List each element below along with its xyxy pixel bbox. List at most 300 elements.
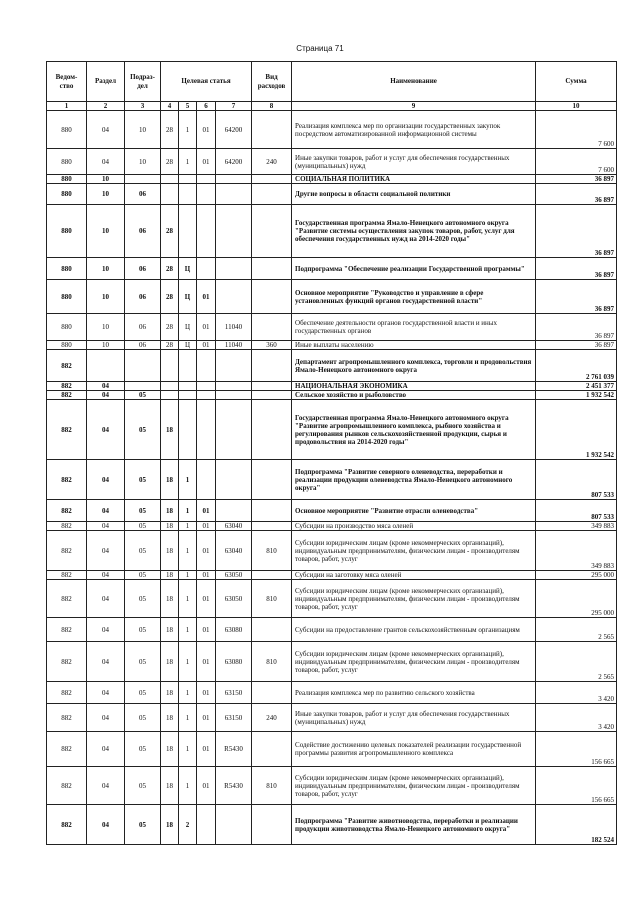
cell-target-1: 28: [161, 341, 179, 350]
cell-podrazdel: 05: [125, 682, 161, 704]
cell-target-4: 63150: [216, 704, 252, 732]
cell-podrazdel: [125, 382, 161, 391]
cell-summa: 2 565: [536, 642, 617, 682]
cell-naimenovanie: Государственная программа Ямало-Ненецкого автономного округа "Развитие агропромышленного комплекса, рыбного хозяйства и регулирования рынков сельскохозяйственной продукции, сырья и продовольствия на 2014-2020 годы": [292, 400, 536, 460]
cell-razdel: 04: [87, 391, 125, 400]
budget-table: [46, 61, 617, 845]
cell-naimenovanie: Сельское хозяйство и рыболовство: [292, 391, 536, 400]
cell-target-2: Ц: [179, 280, 197, 314]
cell-razdel: 10: [87, 341, 125, 350]
column-number: 10: [536, 102, 617, 111]
cell-target-2: 1: [179, 149, 197, 175]
cell-target-2: 1: [179, 767, 197, 805]
cell-naimenovanie: Субсидии юридическим лицам (кроме некоммерческих организаций), индивидуальным предпринимателям, физическим лицам - производителям товаров, работ, услуг: [292, 767, 536, 805]
cell-naimenovanie: Иные выплаты населению: [292, 341, 536, 350]
cell-target-4: 63040: [216, 531, 252, 571]
cell-target-3: 01: [197, 314, 216, 341]
cell-target-3: 01: [197, 341, 216, 350]
cell-vid-raskhodov: [252, 618, 292, 642]
cell-target-1: 18: [161, 400, 179, 460]
cell-target-1: 18: [161, 460, 179, 500]
table-row: [47, 571, 617, 580]
cell-naimenovanie: СОЦИАЛЬНАЯ ПОЛИТИКА: [292, 175, 536, 184]
column-number: 8: [252, 102, 292, 111]
cell-vedomstvo: 882: [47, 571, 87, 580]
column-number: 5: [179, 102, 197, 111]
cell-vid-raskhodov: [252, 184, 292, 205]
cell-target-3: 01: [197, 580, 216, 618]
cell-target-3: [197, 805, 216, 845]
cell-podrazdel: 05: [125, 500, 161, 522]
header-podrazdel: Подраз-дел: [125, 62, 161, 102]
cell-target-4: [216, 460, 252, 500]
cell-target-3: [197, 184, 216, 205]
cell-summa: 295 000: [536, 571, 617, 580]
cell-razdel: 04: [87, 580, 125, 618]
cell-summa: 807 533: [536, 500, 617, 522]
cell-podrazdel: 05: [125, 642, 161, 682]
cell-podrazdel: 05: [125, 704, 161, 732]
cell-target-1: 18: [161, 682, 179, 704]
cell-vid-raskhodov: [252, 682, 292, 704]
cell-target-1: 18: [161, 522, 179, 531]
cell-vid-raskhodov: [252, 460, 292, 500]
cell-target-3: [197, 391, 216, 400]
cell-podrazdel: [125, 175, 161, 184]
cell-target-1: 18: [161, 618, 179, 642]
table-row: [47, 341, 617, 350]
cell-summa: 7 600: [536, 111, 617, 149]
header-summa: Сумма: [536, 62, 617, 102]
cell-vid-raskhodov: 810: [252, 531, 292, 571]
cell-podrazdel: 10: [125, 149, 161, 175]
cell-vedomstvo: 880: [47, 341, 87, 350]
column-number: 4: [161, 102, 179, 111]
header-row: [47, 62, 617, 102]
cell-naimenovanie: Подпрограмма "Развитие северного оленеводства, переработки и реализации продукции оленеводства Ямало-Ненецкого автономного округа": [292, 460, 536, 500]
cell-naimenovanie: Субсидии на предоставление грантов сельскохозяйственным организациям: [292, 618, 536, 642]
cell-naimenovanie: Содействие достижению целевых показателей реализации государственной программы развития агропромышленного комплекса: [292, 732, 536, 767]
cell-target-4: R5430: [216, 732, 252, 767]
cell-razdel: 04: [87, 682, 125, 704]
cell-razdel: 04: [87, 767, 125, 805]
cell-summa: 36 897: [536, 175, 617, 184]
cell-target-4: [216, 382, 252, 391]
cell-target-1: [161, 382, 179, 391]
cell-vedomstvo: 882: [47, 522, 87, 531]
cell-target-3: 01: [197, 642, 216, 682]
cell-target-2: 1: [179, 571, 197, 580]
cell-razdel: 04: [87, 805, 125, 845]
cell-target-2: [179, 391, 197, 400]
cell-target-1: [161, 184, 179, 205]
cell-vid-raskhodov: 810: [252, 580, 292, 618]
cell-vedomstvo: 882: [47, 732, 87, 767]
cell-podrazdel: 05: [125, 460, 161, 500]
cell-razdel: 04: [87, 531, 125, 571]
cell-naimenovanie: Основное мероприятие "Развитие отрасли оленеводства": [292, 500, 536, 522]
cell-summa: 36 897: [536, 314, 617, 341]
cell-vid-raskhodov: [252, 391, 292, 400]
cell-podrazdel: 05: [125, 400, 161, 460]
cell-target-1: 18: [161, 571, 179, 580]
cell-naimenovanie: Государственная программа Ямало-Ненецкого автономного округа "Развитие системы осуществления закупок товаров, работ, услуг для обеспечения государственных нужд на 2014-2020 годы": [292, 205, 536, 258]
cell-target-4: 63150: [216, 682, 252, 704]
cell-podrazdel: 05: [125, 531, 161, 571]
cell-vedomstvo: 882: [47, 382, 87, 391]
cell-target-3: [197, 175, 216, 184]
cell-target-2: 1: [179, 618, 197, 642]
cell-vid-raskhodov: 360: [252, 341, 292, 350]
cell-razdel: 10: [87, 205, 125, 258]
cell-vid-raskhodov: [252, 522, 292, 531]
cell-vedomstvo: 882: [47, 805, 87, 845]
cell-target-2: 1: [179, 732, 197, 767]
cell-podrazdel: 06: [125, 341, 161, 350]
table-row: [47, 522, 617, 531]
table-row: [47, 280, 617, 314]
cell-podrazdel: 06: [125, 184, 161, 205]
cell-podrazdel: 06: [125, 258, 161, 280]
cell-vid-raskhodov: [252, 732, 292, 767]
table-row: [47, 205, 617, 258]
cell-vedomstvo: 880: [47, 314, 87, 341]
table-row: [47, 642, 617, 682]
cell-summa: 7 600: [536, 149, 617, 175]
cell-vedomstvo: 880: [47, 175, 87, 184]
cell-vedomstvo: 882: [47, 618, 87, 642]
cell-target-4: 63040: [216, 522, 252, 531]
cell-target-2: [179, 350, 197, 382]
cell-target-4: [216, 350, 252, 382]
cell-summa: 295 000: [536, 580, 617, 618]
cell-target-3: [197, 258, 216, 280]
cell-target-1: [161, 175, 179, 184]
cell-target-1: [161, 391, 179, 400]
table-row: [47, 391, 617, 400]
cell-target-4: [216, 175, 252, 184]
cell-target-2: [179, 205, 197, 258]
cell-podrazdel: 05: [125, 522, 161, 531]
cell-target-1: 28: [161, 149, 179, 175]
cell-vedomstvo: 882: [47, 391, 87, 400]
table-row: [47, 732, 617, 767]
table-row: [47, 580, 617, 618]
cell-podrazdel: 06: [125, 314, 161, 341]
cell-podrazdel: 05: [125, 767, 161, 805]
cell-razdel: 04: [87, 460, 125, 500]
cell-summa: 1 932 542: [536, 391, 617, 400]
cell-summa: 3 420: [536, 682, 617, 704]
cell-vid-raskhodov: [252, 258, 292, 280]
cell-vedomstvo: 880: [47, 149, 87, 175]
cell-naimenovanie: Субсидии юридическим лицам (кроме некоммерческих организаций), индивидуальным предпринимателям, физическим лицам - производителям товаров, работ, услуг: [292, 531, 536, 571]
cell-naimenovanie: Субсидии на заготовку мяса оленей: [292, 571, 536, 580]
cell-target-3: 01: [197, 571, 216, 580]
cell-naimenovanie: Иные закупки товаров, работ и услуг для обеспечения государственных (муниципальных) нужд: [292, 149, 536, 175]
column-number: 2: [87, 102, 125, 111]
table-row: [47, 682, 617, 704]
cell-target-3: 01: [197, 682, 216, 704]
table-row: [47, 382, 617, 391]
cell-vedomstvo: 882: [47, 580, 87, 618]
column-number: 3: [125, 102, 161, 111]
cell-vedomstvo: 880: [47, 280, 87, 314]
cell-vid-raskhodov: [252, 175, 292, 184]
cell-vid-raskhodov: [252, 350, 292, 382]
cell-target-1: 28: [161, 111, 179, 149]
cell-target-1: [161, 350, 179, 382]
cell-razdel: 04: [87, 704, 125, 732]
cell-vid-raskhodov: [252, 314, 292, 341]
cell-podrazdel: 05: [125, 618, 161, 642]
cell-podrazdel: 05: [125, 805, 161, 845]
cell-vid-raskhodov: 810: [252, 767, 292, 805]
cell-podrazdel: 06: [125, 280, 161, 314]
cell-podrazdel: 05: [125, 571, 161, 580]
cell-target-2: Ц: [179, 341, 197, 350]
cell-razdel: 10: [87, 175, 125, 184]
cell-target-4: 11040: [216, 314, 252, 341]
cell-razdel: 10: [87, 280, 125, 314]
cell-razdel: 04: [87, 571, 125, 580]
cell-target-3: 01: [197, 500, 216, 522]
cell-razdel: 04: [87, 642, 125, 682]
cell-target-1: 18: [161, 500, 179, 522]
cell-target-1: 18: [161, 805, 179, 845]
table-row: [47, 805, 617, 845]
cell-target-3: 01: [197, 618, 216, 642]
cell-naimenovanie: Обеспечение деятельности органов государственной власти и иных государственных органов: [292, 314, 536, 341]
column-number: 9: [292, 102, 536, 111]
table-row: [47, 314, 617, 341]
cell-target-2: Ц: [179, 258, 197, 280]
cell-razdel: 04: [87, 149, 125, 175]
cell-razdel: 04: [87, 111, 125, 149]
cell-naimenovanie: Реализация комплекса мер по развитию сельского хозяйства: [292, 682, 536, 704]
cell-naimenovanie: Субсидии на производство мяса оленей: [292, 522, 536, 531]
cell-target-2: [179, 382, 197, 391]
cell-naimenovanie: Субсидии юридическим лицам (кроме некоммерческих организаций), индивидуальным предпринимателям, физическим лицам - производителям товаров, работ, услуг: [292, 642, 536, 682]
cell-target-3: [197, 350, 216, 382]
cell-vid-raskhodov: [252, 111, 292, 149]
cell-target-2: 1: [179, 522, 197, 531]
cell-target-3: [197, 400, 216, 460]
cell-podrazdel: 05: [125, 732, 161, 767]
cell-naimenovanie: Основное мероприятие "Руководство и управление в сфере установленных функций органов государственной власти": [292, 280, 536, 314]
table-row: [47, 500, 617, 522]
cell-podrazdel: 05: [125, 580, 161, 618]
cell-podrazdel: 05: [125, 391, 161, 400]
cell-razdel: 04: [87, 522, 125, 531]
cell-naimenovanie: Субсидии юридическим лицам (кроме некоммерческих организаций), индивидуальным предпринимателям, физическим лицам - производителям товаров, работ, услуг: [292, 580, 536, 618]
header-celevaya-statya: Целевая статья: [161, 62, 252, 102]
cell-target-2: 1: [179, 580, 197, 618]
table-row: [47, 175, 617, 184]
cell-target-4: [216, 805, 252, 845]
cell-target-2: 1: [179, 642, 197, 682]
cell-target-3: 01: [197, 531, 216, 571]
cell-vedomstvo: 880: [47, 111, 87, 149]
table-row: [47, 111, 617, 149]
cell-target-1: 18: [161, 580, 179, 618]
cell-vedomstvo: 882: [47, 350, 87, 382]
cell-target-2: 1: [179, 460, 197, 500]
cell-target-3: [197, 205, 216, 258]
cell-target-4: 11040: [216, 341, 252, 350]
column-number-row: [47, 102, 617, 111]
header-vedomstvo: Ведом-ство: [47, 62, 87, 102]
cell-target-1: 28: [161, 205, 179, 258]
cell-vid-raskhodov: [252, 571, 292, 580]
cell-target-1: 18: [161, 642, 179, 682]
table-row: [47, 704, 617, 732]
table-row: [47, 258, 617, 280]
cell-target-2: 1: [179, 704, 197, 732]
cell-vid-raskhodov: 810: [252, 642, 292, 682]
cell-vedomstvo: 882: [47, 500, 87, 522]
cell-summa: 807 533: [536, 460, 617, 500]
header-vid-raskhodov: Вид расходов: [252, 62, 292, 102]
cell-target-2: 1: [179, 111, 197, 149]
cell-target-2: 1: [179, 531, 197, 571]
cell-razdel: [87, 350, 125, 382]
cell-vedomstvo: 882: [47, 460, 87, 500]
cell-target-1: 28: [161, 258, 179, 280]
cell-target-4: R5430: [216, 767, 252, 805]
cell-vid-raskhodov: 240: [252, 149, 292, 175]
table-row: [47, 149, 617, 175]
cell-razdel: 10: [87, 258, 125, 280]
cell-target-3: 01: [197, 704, 216, 732]
cell-naimenovanie: Другие вопросы в области социальной политики: [292, 184, 536, 205]
cell-vedomstvo: 882: [47, 767, 87, 805]
cell-target-4: 64200: [216, 149, 252, 175]
cell-razdel: 10: [87, 314, 125, 341]
table-body: [47, 111, 617, 845]
cell-summa: 2 451 377: [536, 382, 617, 391]
cell-summa: 156 665: [536, 732, 617, 767]
cell-target-3: 01: [197, 111, 216, 149]
cell-target-4: 63050: [216, 571, 252, 580]
cell-target-4: 63080: [216, 618, 252, 642]
cell-naimenovanie: Подпрограмма "Обеспечение реализации Государственной программы": [292, 258, 536, 280]
header-naimenovanie: Наименование: [292, 62, 536, 102]
cell-target-2: 1: [179, 500, 197, 522]
table-row: [47, 400, 617, 460]
cell-vedomstvo: 882: [47, 400, 87, 460]
cell-target-2: 2: [179, 805, 197, 845]
cell-target-4: [216, 184, 252, 205]
column-number: 7: [216, 102, 252, 111]
cell-summa: 36 897: [536, 258, 617, 280]
cell-target-2: 1: [179, 682, 197, 704]
cell-vid-raskhodov: [252, 805, 292, 845]
cell-razdel: 04: [87, 500, 125, 522]
cell-vid-raskhodov: [252, 400, 292, 460]
cell-summa: 2 565: [536, 618, 617, 642]
cell-razdel: 04: [87, 732, 125, 767]
cell-target-1: 28: [161, 314, 179, 341]
cell-naimenovanie: Департамент агропромышленного комплекса, торговли и продовольствия Ямало-Ненецкого автономного округа: [292, 350, 536, 382]
cell-razdel: 04: [87, 382, 125, 391]
cell-summa: 156 665: [536, 767, 617, 805]
cell-summa: 36 897: [536, 280, 617, 314]
cell-vedomstvo: 880: [47, 258, 87, 280]
cell-summa: 36 897: [536, 341, 617, 350]
cell-summa: 36 897: [536, 205, 617, 258]
table-row: [47, 460, 617, 500]
cell-summa: 349 883: [536, 522, 617, 531]
column-number: 1: [47, 102, 87, 111]
cell-target-1: 18: [161, 531, 179, 571]
cell-target-4: [216, 400, 252, 460]
cell-target-3: 01: [197, 767, 216, 805]
cell-vedomstvo: 880: [47, 205, 87, 258]
cell-target-1: 18: [161, 767, 179, 805]
cell-target-3: 01: [197, 522, 216, 531]
cell-vid-raskhodov: [252, 382, 292, 391]
cell-target-1: 18: [161, 732, 179, 767]
cell-naimenovanie: Реализация комплекса мер по организации государственных закупок посредством автоматизированной информационной системы: [292, 111, 536, 149]
cell-naimenovanie: НАЦИОНАЛЬНАЯ ЭКОНОМИКА: [292, 382, 536, 391]
table-row: [47, 531, 617, 571]
cell-razdel: 10: [87, 184, 125, 205]
cell-target-3: [197, 382, 216, 391]
header-razdel: Раздел: [87, 62, 125, 102]
cell-summa: 36 897: [536, 184, 617, 205]
table-row: [47, 618, 617, 642]
cell-summa: 3 420: [536, 704, 617, 732]
cell-target-4: [216, 391, 252, 400]
cell-target-3: 01: [197, 149, 216, 175]
cell-vedomstvo: 880: [47, 184, 87, 205]
cell-target-3: 01: [197, 280, 216, 314]
cell-target-4: 64200: [216, 111, 252, 149]
cell-target-3: [197, 460, 216, 500]
table-row: [47, 767, 617, 805]
column-number: 6: [197, 102, 216, 111]
cell-podrazdel: [125, 350, 161, 382]
page-label: Страница 71: [296, 44, 344, 53]
cell-vid-raskhodov: [252, 205, 292, 258]
cell-target-3: 01: [197, 732, 216, 767]
cell-summa: 349 883: [536, 531, 617, 571]
cell-target-1: 28: [161, 280, 179, 314]
cell-razdel: 04: [87, 618, 125, 642]
cell-vid-raskhodov: [252, 500, 292, 522]
cell-vedomstvo: 882: [47, 704, 87, 732]
cell-target-4: [216, 280, 252, 314]
cell-vid-raskhodov: 240: [252, 704, 292, 732]
cell-summa: 182 524: [536, 805, 617, 845]
cell-podrazdel: 10: [125, 111, 161, 149]
cell-target-1: 18: [161, 704, 179, 732]
cell-summa: 1 932 542: [536, 400, 617, 460]
cell-target-2: [179, 175, 197, 184]
cell-target-4: 63050: [216, 580, 252, 618]
cell-vedomstvo: 882: [47, 682, 87, 704]
cell-vedomstvo: 882: [47, 531, 87, 571]
cell-summa: 2 761 039: [536, 350, 617, 382]
table-row: [47, 184, 617, 205]
cell-vedomstvo: 882: [47, 642, 87, 682]
cell-target-2: [179, 184, 197, 205]
cell-target-4: 63080: [216, 642, 252, 682]
table-row: [47, 350, 617, 382]
cell-razdel: 04: [87, 400, 125, 460]
cell-podrazdel: 06: [125, 205, 161, 258]
